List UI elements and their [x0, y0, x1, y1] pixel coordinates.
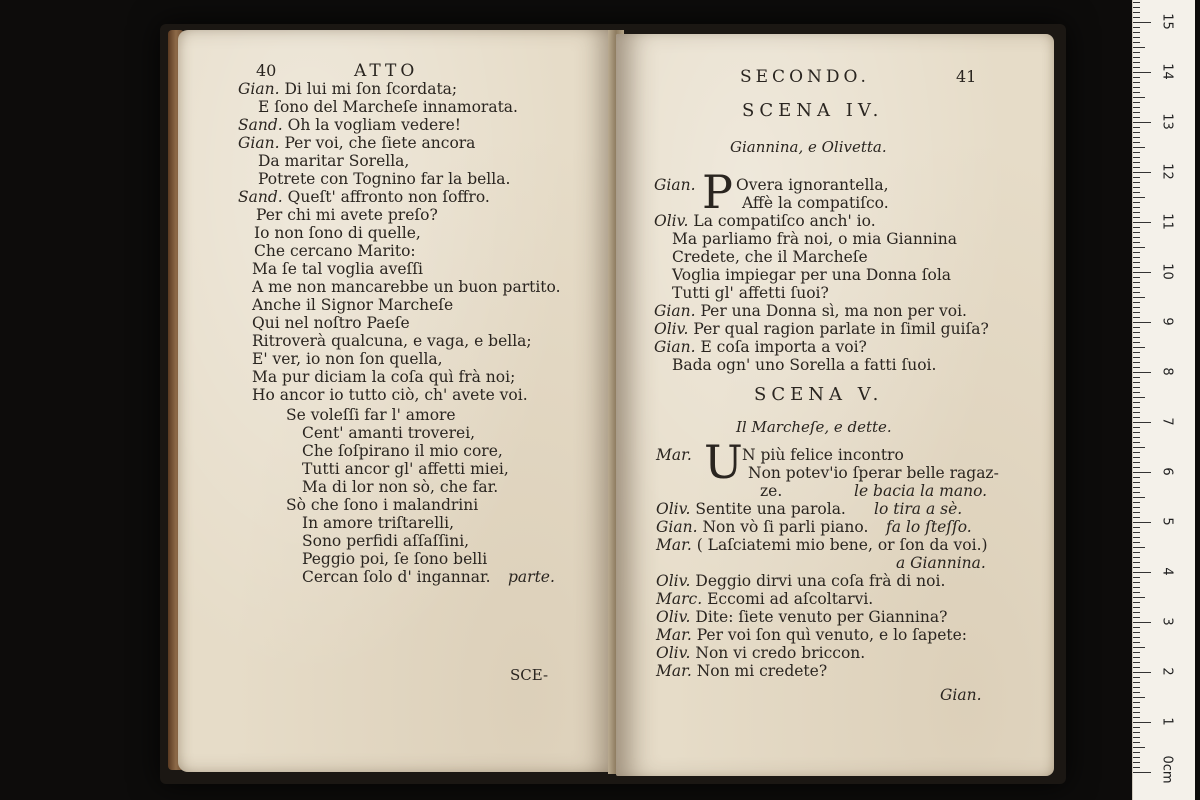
verse-line: Sentite una parola.: [695, 500, 846, 518]
ruler-tick: [1133, 252, 1140, 253]
right-page-number: 41: [956, 67, 977, 86]
ruler-tick: [1133, 112, 1140, 113]
ruler-tick: [1133, 462, 1140, 463]
speaker: Sand.: [238, 116, 283, 134]
ruler-tick: [1133, 572, 1151, 573]
ruler-tick: [1133, 427, 1140, 428]
scene-5-cast: Il Marcheſe, e dette.: [736, 418, 892, 436]
ruler-tick: [1133, 22, 1151, 23]
verse-line: Di lui mi ſon ſcordata;: [284, 80, 458, 98]
ruler-tick: [1133, 537, 1140, 538]
verse-line: Se voleſſi far l' amore: [286, 406, 456, 424]
ruler-tick: [1133, 87, 1140, 88]
ruler-tick: [1133, 2, 1140, 3]
verse-line: Overa ignorantella,: [736, 176, 889, 194]
ruler-tick: [1133, 297, 1145, 298]
speaker: Oliv.: [654, 212, 689, 230]
ruler-tick: [1133, 152, 1140, 153]
ruler-tick: [1133, 432, 1140, 433]
ruler-tick: [1133, 352, 1140, 353]
ruler-tick: [1133, 272, 1151, 273]
verse-line: Per voi ſon quì venuto, e lo ſapete:: [696, 626, 967, 644]
ruler-tick: [1133, 512, 1140, 513]
verse-line: Per una Donna sì, ma non per voi.: [700, 302, 967, 320]
ruler-tick: [1133, 187, 1140, 188]
verse-line: Non vò ſi parli piano.: [702, 518, 869, 536]
verse-line: Potrete con Tognino far la bella.: [258, 170, 511, 188]
ruler-tick: [1133, 617, 1140, 618]
verse-line: In amore triſtarelli,: [302, 514, 454, 532]
ruler-tick: [1133, 632, 1140, 633]
ruler-tick: [1133, 237, 1140, 238]
ruler-number: 13: [1159, 113, 1175, 130]
ruler-tick: [1133, 57, 1140, 58]
speaker: Oliv.: [656, 572, 691, 590]
ruler-tick: [1133, 682, 1140, 683]
verse-line: Sò che ſono i malandrini: [286, 496, 479, 514]
speaker: Oliv.: [656, 500, 691, 518]
verse-line: Cent' amanti troverei,: [302, 424, 476, 442]
ruler-tick: [1133, 232, 1140, 233]
ruler-tick: [1133, 177, 1140, 178]
verse-line: Queſt' affronto non ſoffro.: [287, 188, 490, 206]
ruler-tick: [1133, 122, 1151, 123]
ruler-number: 14: [1159, 63, 1175, 80]
ruler-tick: [1133, 627, 1140, 628]
ruler-tick: [1133, 157, 1140, 158]
ruler-tick: [1133, 752, 1140, 753]
ruler-tick: [1133, 37, 1140, 38]
ruler-number: 4: [1159, 567, 1175, 576]
ruler-tick: [1133, 392, 1140, 393]
ruler-tick: [1133, 372, 1151, 373]
stage-direction: parte.: [508, 568, 555, 586]
ruler-tick: [1133, 357, 1140, 358]
verse-line: E coſa importa a voi?: [700, 338, 867, 356]
ruler-tick: [1133, 532, 1140, 533]
scene-5-dropcap: U: [704, 435, 743, 489]
ruler-tick: [1133, 612, 1140, 613]
ruler-tick: [1133, 322, 1151, 323]
speaker: Gian.: [238, 80, 280, 98]
ruler-tick: [1133, 52, 1140, 53]
ruler-tick: [1133, 522, 1151, 523]
ruler-tick: [1133, 547, 1145, 548]
measurement-ruler: [1132, 0, 1195, 800]
ruler-tick: [1133, 192, 1140, 193]
ruler-tick: [1133, 337, 1140, 338]
verse-line: Non potev'io ſperar belle ragaz-: [748, 464, 999, 482]
left-catchword: SCE-: [510, 666, 549, 684]
ruler-tick: [1133, 222, 1151, 223]
ruler-tick: [1133, 482, 1140, 483]
ruler-tick: [1133, 697, 1145, 698]
scene-4-cast: Giannina, e Olivetta.: [730, 138, 887, 156]
ruler-tick: [1133, 147, 1145, 148]
ruler-tick: [1133, 307, 1140, 308]
speaker: Gian.: [656, 518, 698, 536]
ruler-number: 11: [1159, 213, 1175, 230]
ruler-tick: [1133, 167, 1140, 168]
ruler-tick: [1133, 577, 1140, 578]
ruler-tick: [1133, 517, 1140, 518]
ruler-tick: [1133, 592, 1140, 593]
verse-line: Per chi mi avete preſo?: [256, 206, 438, 224]
ruler-tick: [1133, 447, 1145, 448]
ruler-tick: [1133, 217, 1140, 218]
ruler-tick: [1133, 97, 1145, 98]
ruler-tick: [1133, 702, 1140, 703]
ruler-number: 12: [1159, 163, 1175, 180]
ruler-tick: [1133, 657, 1140, 658]
ruler-tick: [1133, 637, 1140, 638]
stage-direction: fa lo ſteſſo.: [886, 518, 972, 536]
ruler-tick: [1133, 292, 1140, 293]
ruler-tick: [1133, 242, 1140, 243]
ruler-number: 10: [1159, 263, 1175, 280]
verse-line: Non vi credo briccon.: [695, 644, 866, 662]
verse-line: E ſono del Marcheſe innamorata.: [258, 98, 518, 116]
speaker: Gian.: [654, 176, 696, 194]
ruler-tick: [1133, 662, 1140, 663]
ruler-tick: [1133, 717, 1140, 718]
verse-line: La compatiſco anch' io.: [693, 212, 876, 230]
speaker: Mar.: [656, 662, 692, 680]
ruler-number: 9: [1159, 317, 1175, 326]
ruler-tick: [1133, 12, 1140, 13]
stage-direction: lo tira a sè.: [874, 500, 963, 518]
verse-line: Ritroverà qualcuna, e vaga, e bella;: [252, 332, 532, 350]
speaker: Sand.: [238, 188, 283, 206]
ruler-tick: [1133, 622, 1151, 623]
ruler-tick: [1133, 332, 1140, 333]
ruler-tick: [1133, 672, 1151, 673]
verse-line: Sono perfidi aſſaſſini,: [302, 532, 470, 550]
ruler-tick: [1133, 742, 1140, 743]
ruler-tick: [1133, 422, 1151, 423]
ruler-tick: [1133, 722, 1151, 723]
ruler-tick: [1133, 407, 1140, 408]
verse-line: ( Laſciatemi mio bene, or ſon da voi.): [696, 536, 988, 554]
verse-line: Ma parliamo frà noi, o mia Giannina: [672, 230, 957, 248]
right-page: [616, 34, 1054, 776]
ruler-tick: [1133, 277, 1140, 278]
ruler-tick: [1133, 607, 1140, 608]
ruler-tick: [1133, 707, 1140, 708]
verse-line: Peggio poi, ſe ſono belli: [302, 550, 488, 568]
ruler-tick: [1133, 652, 1140, 653]
verse-line: Ho ancor io tutto ciò, ch' avete voi.: [252, 386, 528, 404]
ruler-tick: [1133, 267, 1140, 268]
ruler-tick: [1133, 77, 1140, 78]
ruler-tick: [1133, 452, 1140, 453]
stage-direction: le bacia la mano.: [854, 482, 988, 500]
ruler-tick: [1133, 467, 1140, 468]
verse-line: Bada ogn' uno Sorella a fatti ſuoi.: [672, 356, 937, 374]
ruler-tick: [1133, 17, 1140, 18]
ruler-tick: [1133, 492, 1140, 493]
ruler-tick: [1133, 172, 1151, 173]
ruler-tick: [1133, 582, 1140, 583]
verse-line: Tutti gl' affetti ſuoi?: [672, 284, 829, 302]
ruler-tick: [1133, 227, 1140, 228]
ruler-number: 7: [1159, 417, 1175, 426]
ruler-tick: [1133, 347, 1145, 348]
ruler-tick: [1133, 327, 1140, 328]
ruler-tick: [1133, 412, 1140, 413]
ruler-tick: [1133, 142, 1140, 143]
verse-line: N più felice incontro: [742, 446, 904, 464]
ruler-tick: [1133, 42, 1140, 43]
ruler-tick: [1133, 437, 1140, 438]
ruler-number: 6: [1159, 467, 1175, 476]
speaker: Marc.: [656, 590, 703, 608]
ruler-tick: [1133, 457, 1140, 458]
ruler-tick: [1133, 92, 1140, 93]
speaker: Mar.: [656, 536, 692, 554]
ruler-tick: [1133, 542, 1140, 543]
ruler-tick: [1133, 762, 1140, 763]
ruler-tick: [1133, 602, 1140, 603]
ruler-tick: [1133, 32, 1140, 33]
ruler-tick: [1133, 67, 1140, 68]
ruler-tick: [1133, 472, 1151, 473]
ruler-tick: [1133, 712, 1140, 713]
verse-line: Da maritar Sorella,: [258, 152, 410, 170]
verse-line: Per voi, che ſiete ancora: [284, 134, 476, 152]
speaker: Mar.: [656, 446, 692, 464]
ruler-tick: [1133, 62, 1140, 63]
ruler-tick: [1133, 132, 1140, 133]
verse-line: Affè la compatiſco.: [742, 194, 889, 212]
ruler-tick: [1133, 567, 1140, 568]
verse-line: Per qual ragion parlate in ſimil guiſa?: [693, 320, 989, 338]
verse-line: Tutti ancor gl' affetti miei,: [302, 460, 509, 478]
verse-line: Ma di lor non sò, che far.: [302, 478, 499, 496]
scene-4-dropcap: P: [702, 165, 733, 219]
speaker: Oliv.: [656, 608, 691, 626]
scene-4-heading: SCENA IV.: [742, 100, 884, 121]
verse-line: Che ſoſpirano il mio core,: [302, 442, 503, 460]
speaker: Gian.: [654, 302, 696, 320]
ruler-tick: [1133, 477, 1140, 478]
ruler-tick: [1133, 367, 1140, 368]
ruler-tick: [1133, 747, 1145, 748]
ruler-tick: [1133, 102, 1140, 103]
ruler-tick: [1133, 757, 1140, 758]
ruler-tick: [1133, 377, 1140, 378]
ruler-tick: [1133, 642, 1140, 643]
ruler-tick: [1133, 7, 1140, 8]
ruler-tick: [1133, 527, 1140, 528]
ruler-tick: [1133, 202, 1140, 203]
ruler-tick: [1133, 212, 1140, 213]
ruler-tick: [1133, 127, 1140, 128]
ruler-tick: [1133, 302, 1140, 303]
speaker: Gian.: [238, 134, 280, 152]
verse-line: Dite: ſiete venuto per Giannina?: [695, 608, 948, 626]
ruler-tick: [1133, 442, 1140, 443]
ruler-tick: [1133, 597, 1145, 598]
speaker: Gian.: [654, 338, 696, 356]
ruler-tick: [1133, 562, 1140, 563]
ruler-tick: [1133, 677, 1140, 678]
ruler-tick: [1133, 382, 1140, 383]
ruler-tick: [1133, 82, 1140, 83]
ruler-tick: [1133, 552, 1140, 553]
ruler-tick: [1133, 647, 1145, 648]
ruler-tick: [1133, 557, 1140, 558]
ruler-tick: [1133, 737, 1140, 738]
verse-line: Ma pur diciam la coſa quì frà noi;: [252, 368, 516, 386]
ruler-tick: [1133, 732, 1140, 733]
ruler-tick: [1133, 247, 1145, 248]
ruler-tick: [1133, 72, 1151, 73]
verse-line: Credete, che il Marcheſe: [672, 248, 868, 266]
ruler-number: 3: [1159, 617, 1175, 626]
ruler-tick: [1133, 107, 1140, 108]
ruler-tick: [1133, 507, 1140, 508]
ruler-tick: [1133, 487, 1140, 488]
verse-line: Anche il Signor Marcheſe: [252, 296, 454, 314]
ruler-tick: [1133, 317, 1140, 318]
verse-line: Oh la vogliam vedere!: [287, 116, 462, 134]
ruler-number: 8: [1159, 367, 1175, 376]
ruler-unit-label: 0cm: [1159, 755, 1175, 784]
ruler-tick: [1133, 387, 1140, 388]
ruler-tick: [1133, 207, 1140, 208]
right-running-head: SECONDO.: [740, 67, 870, 87]
ruler-tick: [1133, 502, 1140, 503]
left-running-head: ATTO: [354, 61, 419, 81]
verse-line: ze.: [760, 482, 783, 500]
ruler-number: 1: [1159, 717, 1175, 726]
ruler-number: 15: [1159, 13, 1175, 30]
ruler-tick: [1133, 197, 1145, 198]
ruler-tick: [1133, 767, 1140, 768]
verse-line: Cercan ſolo d' ingannar.: [302, 568, 491, 586]
ruler-tick: [1133, 287, 1140, 288]
ruler-tick: [1133, 182, 1140, 183]
ruler-tick: [1133, 362, 1140, 363]
speaker: Mar.: [656, 626, 692, 644]
ruler-tick: [1133, 772, 1151, 773]
ruler-tick: [1133, 312, 1140, 313]
ruler-number: 5: [1159, 517, 1175, 526]
ruler-tick: [1133, 117, 1140, 118]
verse-line: Qui nel noſtro Paeſe: [252, 314, 410, 332]
ruler-number: 2: [1159, 667, 1175, 676]
stage-direction: a Giannina.: [896, 554, 986, 572]
ruler-tick: [1133, 397, 1145, 398]
verse-line: Voglia impiegar per una Donna ſola: [672, 266, 952, 284]
verse-line: E' ver, io non ſon quella,: [252, 350, 443, 368]
ruler-tick: [1133, 47, 1145, 48]
left-page-number: 40: [256, 61, 277, 80]
ruler-tick: [1133, 727, 1140, 728]
ruler-tick: [1133, 417, 1140, 418]
ruler-tick: [1133, 27, 1140, 28]
ruler-tick: [1133, 587, 1140, 588]
verse-line: Io non ſono di quelle,: [254, 224, 421, 242]
ruler-tick: [1133, 137, 1140, 138]
verse-line: A me non mancarebbe un buon partito.: [252, 278, 561, 296]
ruler-tick: [1133, 667, 1140, 668]
ruler-tick: [1133, 687, 1140, 688]
verse-line: Deggio dirvi una coſa frà di noi.: [695, 572, 946, 590]
ruler-tick: [1133, 262, 1140, 263]
ruler-tick: [1133, 282, 1140, 283]
verse-line: Non mi credete?: [696, 662, 828, 680]
ruler-tick: [1133, 402, 1140, 403]
ruler-tick: [1133, 257, 1140, 258]
verse-line: Ma ſe tal voglia aveſſi: [252, 260, 423, 278]
verse-line: Che cercano Marito:: [254, 242, 416, 260]
scene-5-heading: SCENA V.: [754, 384, 884, 405]
speaker: Oliv.: [656, 644, 691, 662]
ruler-tick: [1133, 497, 1145, 498]
verse-line: Eccomi ad aſcoltarvi.: [707, 590, 874, 608]
right-catchword: Gian.: [940, 686, 982, 704]
left-page: [178, 30, 614, 772]
ruler-tick: [1133, 162, 1140, 163]
ruler-tick: [1133, 692, 1140, 693]
speaker: Oliv.: [654, 320, 689, 338]
ruler-tick: [1133, 342, 1140, 343]
